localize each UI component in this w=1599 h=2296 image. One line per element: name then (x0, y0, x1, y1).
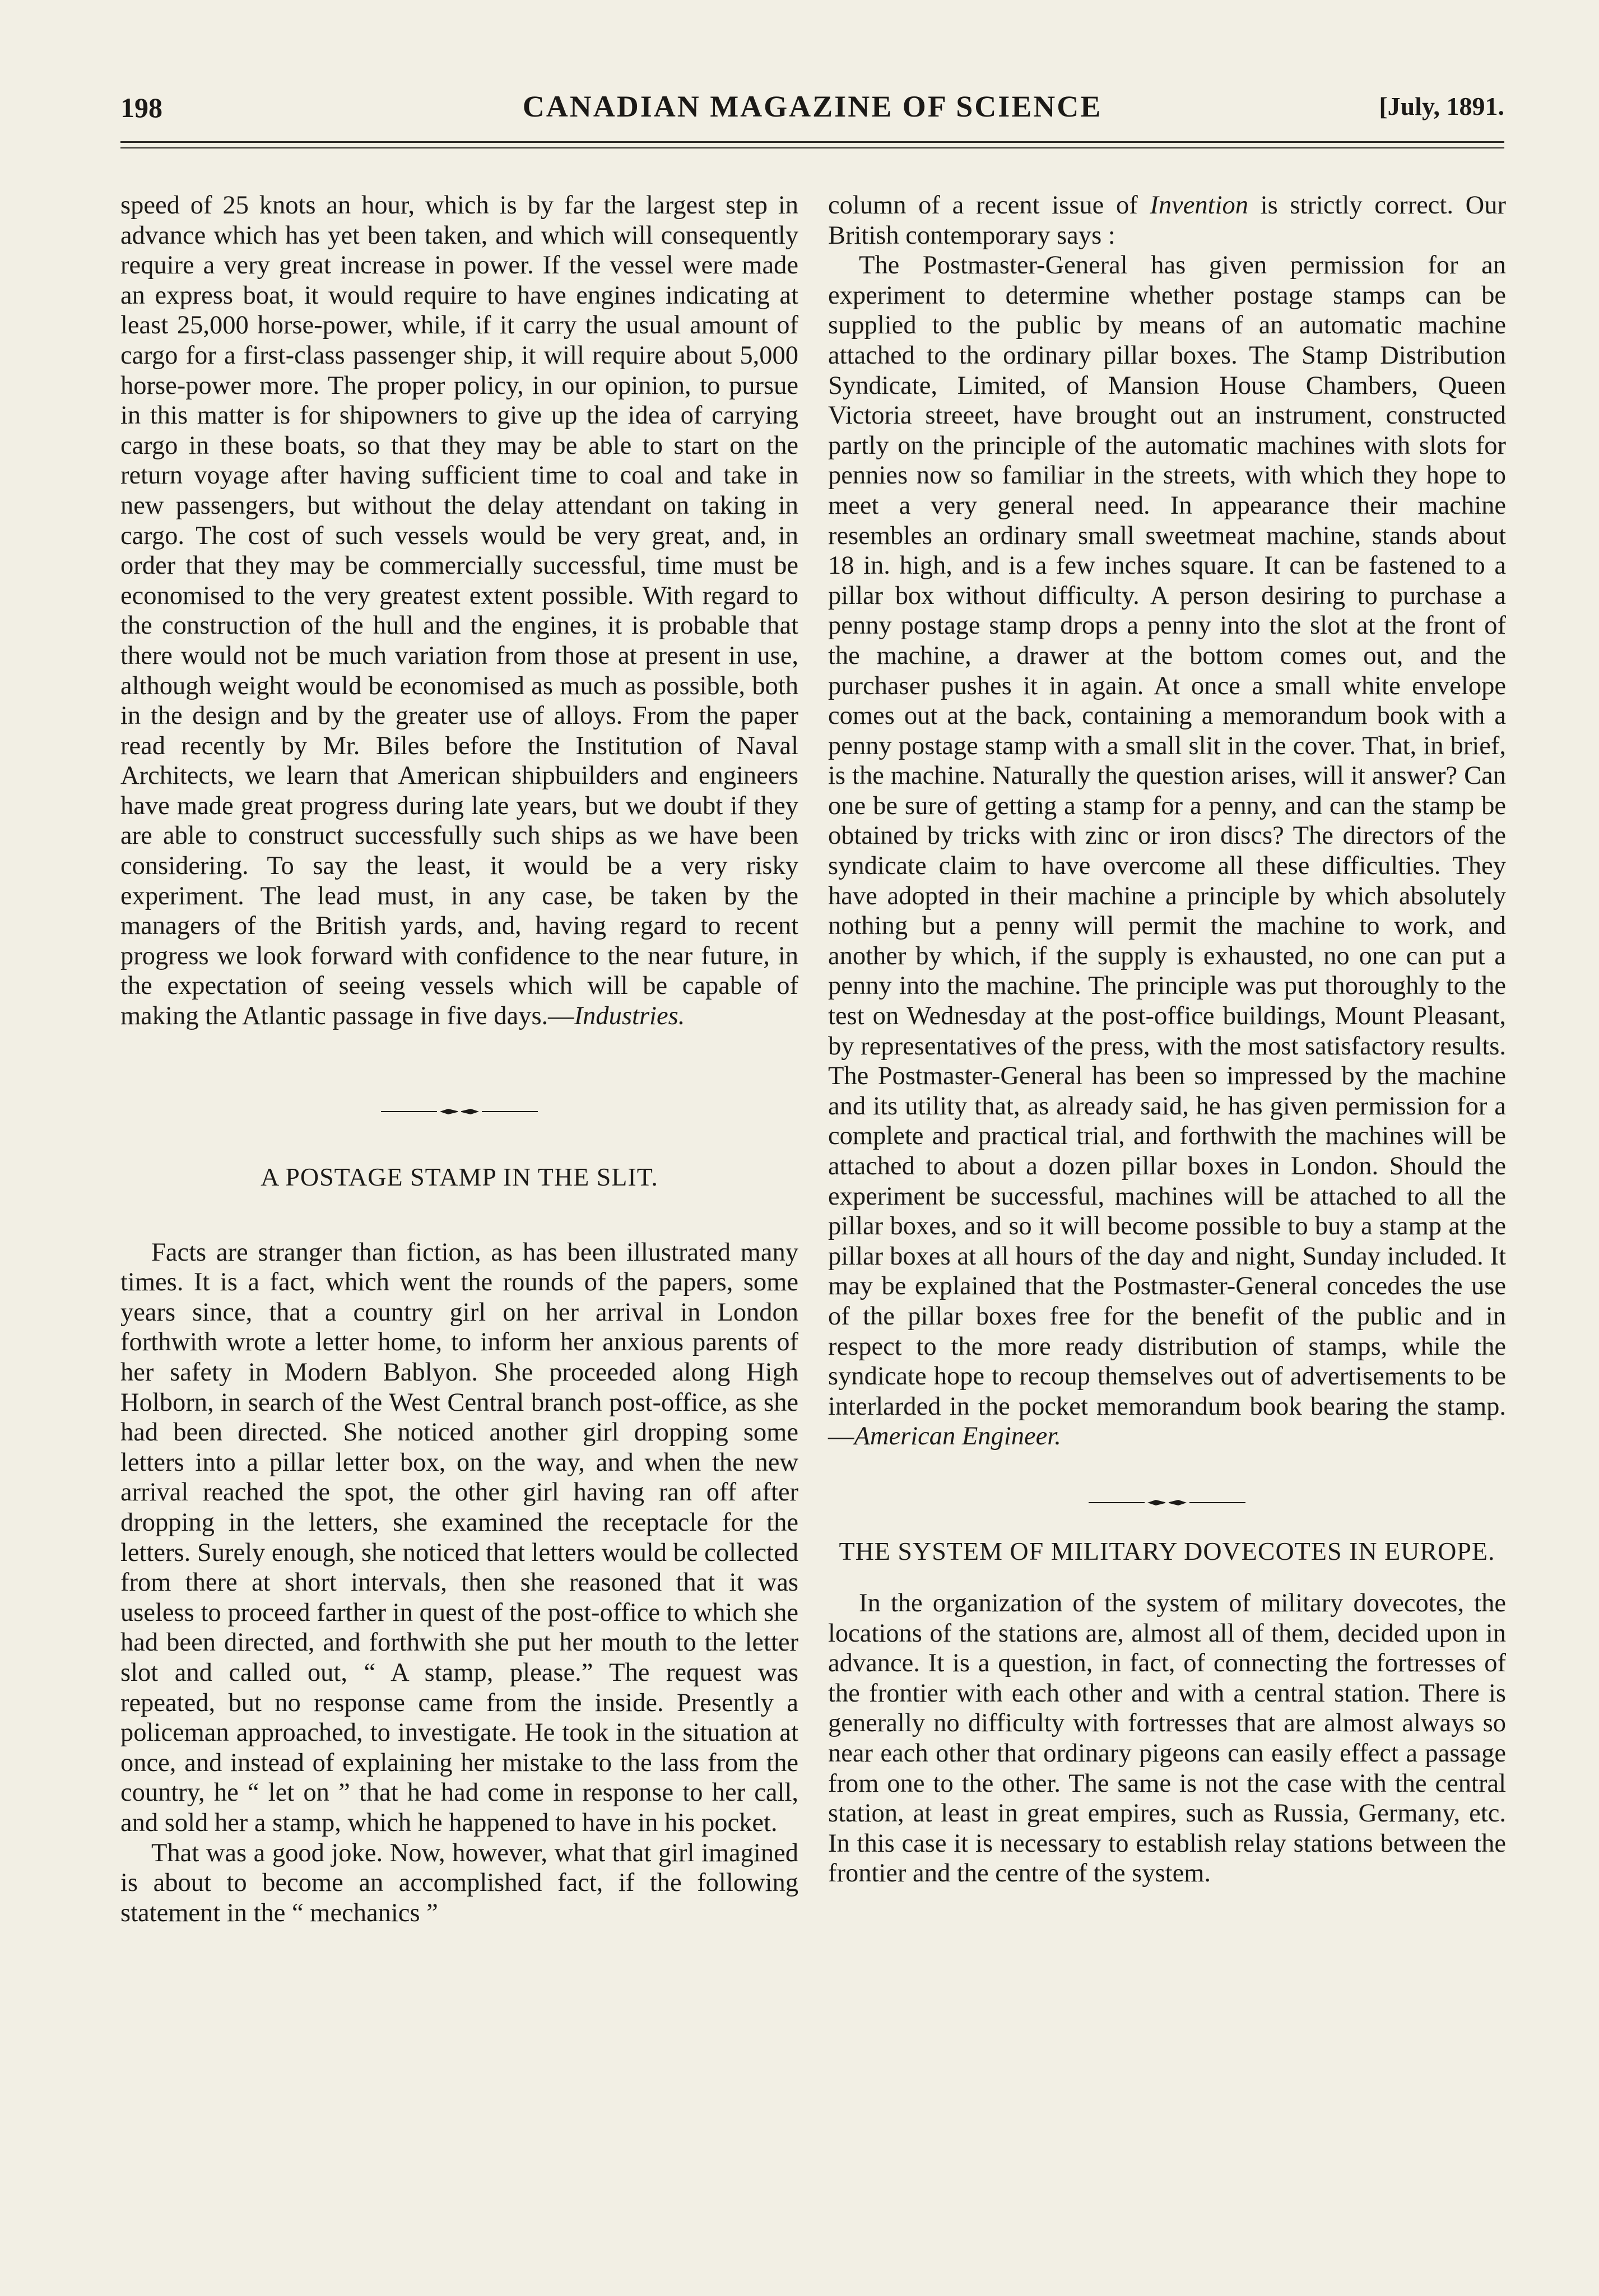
publication-name: Invention (1150, 191, 1248, 220)
left-column (120, 190, 798, 1928)
section-title-military-dovecotes: THE SYSTEM OF MILITARY DOVECOTES IN EUROPE. (839, 1536, 1495, 1565)
section-divider-ornament (828, 1485, 1506, 1496)
article-paragraph: Facts are stranger than fiction, as has been illustrated many times. It is a fact, which went the rounds of the papers, some years since, that a country girl on her arrival in London forthwith wrote a letter home, to inform her anxious parents of her safety in Modern Bablyon. She proceeded along High Holborn, in search of the West Central branch post-office, as she had been directed. She noticed another girl dropping some letters into a pillar letter box, on the way, and when the new arrival reached the spot, the other girl having ran off after dropping in the letters, she examined the receptacle for the letters. Surely enough, she noticed that letters would be collected from there at short intervals, then she reasoned that it was useless to proceed farther in quest of the post-office to which she had been directed, and forthwith she put her mouth to the letter slot and called out, “ A stamp, please.” The request was repeated, but no response came from the inside. Presently a policeman approached, to investigate. He took in the situation at once, and instead of explaining her mistake to the lass from the country, he “ let on ” that he had come in response to her call, and sold her a stamp, which he happened to have in his pocket. (120, 1238, 798, 1837)
page-header (120, 87, 1504, 132)
divider-ornament-icon (375, 1106, 543, 1117)
article-paragraph: That was a good joke. Now, however, what that girl imagined is about to become an accomplished fact, if the following statement in the “ mechanics ” (120, 1838, 798, 1927)
paragraph-text: The Postmaster-General has given permission for an experiment to determine whether postage stamps can be supplied to the public by means of an automatic machine attached to the ordinary pillar boxes. The Stamp Distribution Syndicate, Limited, of Mansion House Chambers, Queen Victoria streeet, have brought out an instrument, constructed partly on the principle of the automatic machines with slots for pennies now so familiar in the streets, with which they hope to meet a very general need. In appearance their machine resembles an ordinary small sweetmeat machine, stands about 18 in. high, and is a few inches square. It can be fastened to a pillar box without difficulty. A person desiring to purchase a penny postage stamp drops a penny into the slot at the front of the machine, a drawer at the bottom comes out, and the purchaser pushes it in again. At once a small white envelope comes out at the back, containing a memorandum book with a penny postage stamp with a small slit in the cover. That, in brief, is the machine. Naturally the question arises, will it answer? Can one be sure of getting a stamp for a penny, and can the stamp be obtained by tricks with zinc or iron discs? The directors of the syndicate claim to have overcome all these difficulties. They have adopted in their machine a principle by which absolutely nothing but a penny will permit the machine to work, and another by which, if the supply is exhausted, no one can put a penny into the machine. The principle was put thoroughly to the test on Wednesday at the post-office buildings, Mount Pleasant, by representatives of the press, with the most satisfactory results. The Postmaster-General has been so impressed by the machine and its utility that, as already said, he has given permission for a complete and practical trial, and forthwith the machines will be attached to about a dozen pillar boxes in London. Should the experiment be successful, machines will be attached to all the pillar boxes, and so it will become possible to buy a stamp at the pillar boxes at all hours of the day and night, Sunday included. It may be explained that the Postmaster-General concedes the use of the pillar boxes free for the benefit of the public and in respect to the more ready distribution of stamps, while the syndicate hope to recoup themselves out of advertisements to be interlarded in the pocket memorandum book bearing the stamp.— (828, 251, 1506, 1451)
section-title-postage-stamp: A POSTAGE STAMP IN THE SLIT. (261, 1162, 658, 1191)
header-rule-bottom (120, 147, 1504, 148)
paragraph-text: column of a recent issue of (828, 191, 1150, 220)
divider-ornament-icon (1083, 1497, 1251, 1508)
running-title: CANADIAN MAGAZINE OF SCIENCE (522, 90, 1103, 123)
page-number: 198 (120, 92, 162, 123)
section-divider-ornament (120, 1094, 798, 1105)
source-citation: Industries. (574, 1002, 685, 1031)
issue-date: [July, 1891. (1379, 92, 1504, 120)
source-citation: American Engineer. (854, 1422, 1061, 1451)
article-continuation-paragraph (120, 190, 798, 1031)
article-paragraph: In the organization of the system of military dovecotes, the locations of the stations are, almost all of them, decided upon in advance. It is a question, in fact, of connecting the fortresses of the frontier with each other and with a central station. There is generally no difficulty with fortresses that are almost always so near each other that ordinary pigeons can easily effect a passage from one to the other. The same is not the case with the central station, at least in great empires, such as Russia, Germany, etc. In this case it is necessary to establish relay stations between the frontier and the centre of the system. (828, 1588, 1506, 1888)
article-paragraph (828, 250, 1506, 1452)
article-continuation-paragraph (828, 190, 1506, 250)
paragraph-text: speed of 25 knots an hour, which is by far the largest step in advance which has yet been taken, and which will consequently require a very great increase in power. If the vessel were made an express boat, it would require to have engines indicating at least 25,000 horse-power, while, if it carry the usual amount of cargo for a first-class passenger ship, it will require about 5,000 horse-power more. The proper policy, in our opinion, to pursue in this matter is for shipowners to give up the idea of carrying cargo in these boats, so that they may be able to start on the return voyage after having sufficient time to coal and take in new passengers, but without the delay attendant on taking in cargo. The cost of such vessels would be very great, and, in order that they may be commercially successful, time must be economised to the very greatest extent possible. With regard to the construction of the hull and the engines, it is probable that there would not be much variation from those at present in use, although weight would be economised as much as possible, both in the design and by the greater use of alloys. From the paper read recently by Mr. Biles before the Institution of Naval Architects, we learn that American shipbuilders and engineers have made great progress during late years, but we doubt if they are able to construct successfully such ships as we have been considering. To say the least, it would be a very risky experiment. The lead must, in any case, be taken by the managers of the British yards, and, having regard to recent progress we look forward with confidence to the near future, in the expectation of seeing vessels which will be capable of making the Atlantic passage in five days.— (120, 191, 798, 1031)
header-rule-top (120, 141, 1504, 143)
paragraph-text: is strictly correct. Our British contemporary says : (828, 191, 1506, 250)
right-column (828, 190, 1506, 1889)
